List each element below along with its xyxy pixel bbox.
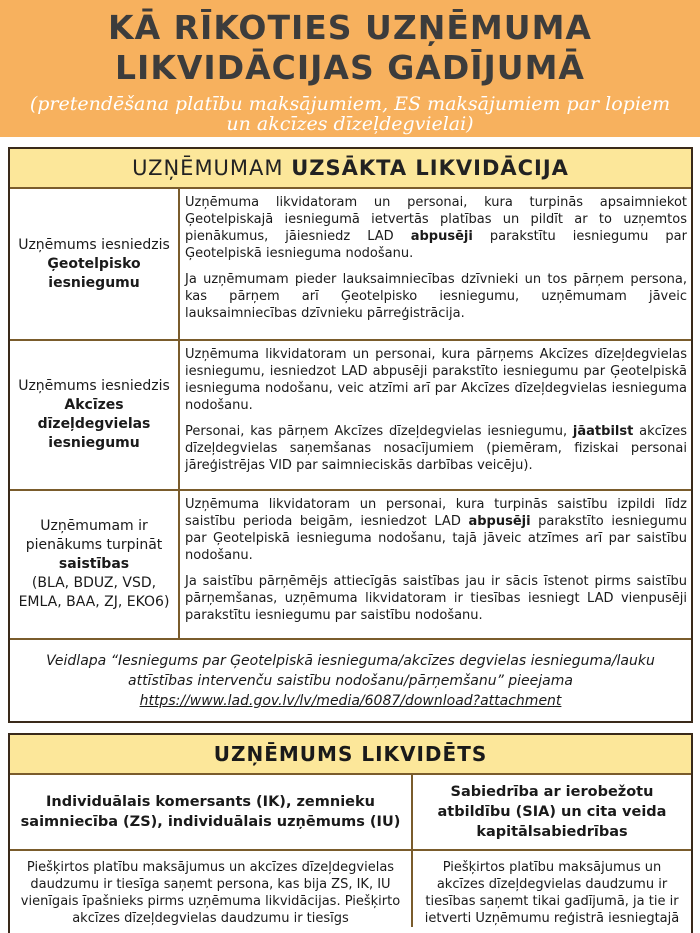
- column-headers: [10, 775, 691, 851]
- table-row-obligations: [10, 491, 691, 640]
- row-description: [180, 341, 691, 489]
- section-heading: [10, 149, 691, 189]
- section-heading: UZŅĒMUMS LIKVIDĒTS: [10, 735, 691, 775]
- form-note-text: Veidlapa “Iesniegums par Ģeotelpiskā iesnieguma/akcīzes degvielas iesnieguma/lauku attīstības intervenču saistību nodošanu/pārņemšanu” pieejama: [46, 653, 655, 689]
- description-text: Personai, kas pārņem Akcīzes dīzeļdegvielas iesniegumu,: [185, 424, 573, 439]
- description-text: parakstīto iesniegumu par Ģeotelpiskā iesnieguma nodošanu, tajā jāveic atzīmes arī par saistību nodošanu.: [185, 514, 688, 563]
- table-row-geospatial: [10, 189, 691, 341]
- form-note: [10, 640, 691, 711]
- row-label-codes: (BLA, BDUZ, VSD, EMLA, BAA, ZJ, EKO6): [18, 575, 170, 610]
- row-label-text: Uzņēmums iesniedzis: [18, 378, 170, 394]
- description-bold: abpusēji: [468, 514, 531, 529]
- row-label-text: Uzņēmumam ir pienākums turpināt: [25, 518, 163, 553]
- description-bold: jāatbilst: [572, 424, 634, 439]
- description-paragraph: Uzņēmuma likvidatoram un personai, kura pārņems Akcīzes dīzeļdegvielas iesniegumu, iesniedzot LAD abpusēji parakstīto iesniegumu par Ģeotelpiskā iesnieguma nodošanu, veic atzīmi arī par Akcīzes dīzeļdegvielas iesnieguma nodošanu.: [185, 347, 687, 413]
- page-title-line-2: LIKVIDĀCIJAS GADĪJUMĀ: [115, 48, 585, 87]
- description-paragraph: Ja saistību pārņēmējs attiecīgās saistības jau ir sācis īstenot pirms saistību pārņemšanas, uzņēmuma likvidatoram ir tiesības iesniegt LAD vienpusēji parakstītu iesniegumu par saistību nodošanu.: [185, 574, 687, 623]
- page-subtitle-line-2: un akcīzes dīzeļdegvielai): [226, 113, 474, 135]
- section-heading-prefix: UZŅĒMUMAM: [132, 156, 292, 180]
- liquidated-section: [8, 733, 693, 933]
- row-label: [10, 491, 180, 638]
- row-description: [180, 491, 691, 638]
- column-body-sole-proprietor: Piešķirtos platību maksājumus un akcīzes dīzeļdegvielas daudzumu ir tiesīga saņemt persona, kas bija ZS, IK, IU vienīgais īpašnieks pirms uzņēmuma likvidācijas. Piešķirto akcīzes dīzeļdegvielas daudzumu ir tiesīgs: [10, 851, 413, 927]
- row-label: [10, 189, 180, 339]
- row-label: [10, 341, 180, 489]
- row-label-bold: Ģeotelpisko iesniegumu: [47, 255, 141, 291]
- description-text: parakstītu iesniegumu par Ģeotelpiskā iesnieguma nodošanu.: [185, 229, 687, 261]
- column-header-limited-company: Sabiedrība ar ierobežotu atbildību (SIA) un cita veida kapitālsabiedrības: [437, 784, 667, 840]
- table-row-excise-diesel: [10, 341, 691, 491]
- row-description: [180, 189, 691, 339]
- description-text: akcīzes dīzeļdegvielas saņemšanas nosacījumiem (piemēram, fiziskai personai jāreģistrējas VID par saimnieciskās darbības veicēju).: [185, 424, 687, 473]
- row-label-bold: saistības: [58, 556, 130, 572]
- liquidation-started-section: [8, 147, 693, 723]
- description-text: Uzņēmuma likvidatoram un personai, kura turpinās saistību izpildi līdz saistību perioda beigām, iesniedzot LAD: [185, 497, 687, 529]
- description-text: Uzņēmuma likvidatoram un personai, kura turpinās apsaimniekot Ģeotelpiskajā iesniegumā ietvertās platības un pildīt ar to uzņemtos pienākumus, jāiesniedz LAD: [185, 195, 687, 244]
- page-subtitle-line-1: (pretendēšana platību maksājumiem, ES maksājumiem par lopiem: [29, 93, 671, 115]
- page-header: [0, 0, 700, 137]
- row-label-bold: Akcīzes dīzeļdegvielas iesniegumu: [37, 397, 151, 451]
- column-body-limited-company: Piešķirtos platību maksājumus un akcīzes dīzeļdegvielas daudzumu ir tiesības saņemt tikai gadījumā, ja tie ir ietverti Uzņēmumu reģistrā iesniegtajā: [424, 860, 680, 926]
- description-paragraph: Ja uzņēmumam pieder lauksaimniecības dzīvnieki un tos pārņem persona, kas pārņem arī Ģeotelpisko iesniegumu, uzņēmumam jāveic lauksaimniecības dzīvnieku pārreģistrācija.: [185, 272, 687, 321]
- description-bold: abpusēji: [410, 229, 473, 244]
- column-header-sole-proprietor: Individuālais komersants (IK), zemnieku saimniecība (ZS), individuālais uzņēmums (IU): [10, 775, 413, 849]
- row-label-text: Uzņēmums iesniedzis: [18, 236, 170, 253]
- section-heading-bold: UZSĀKTA LIKVIDĀCIJA: [291, 156, 569, 180]
- column-bodies: [10, 851, 691, 927]
- page-title-line-1: KĀ RĪKOTIES UZŅĒMUMA: [108, 8, 592, 47]
- form-download-link[interactable]: https://www.lad.gov.lv/lv/media/6087/download?attachment: [139, 693, 562, 709]
